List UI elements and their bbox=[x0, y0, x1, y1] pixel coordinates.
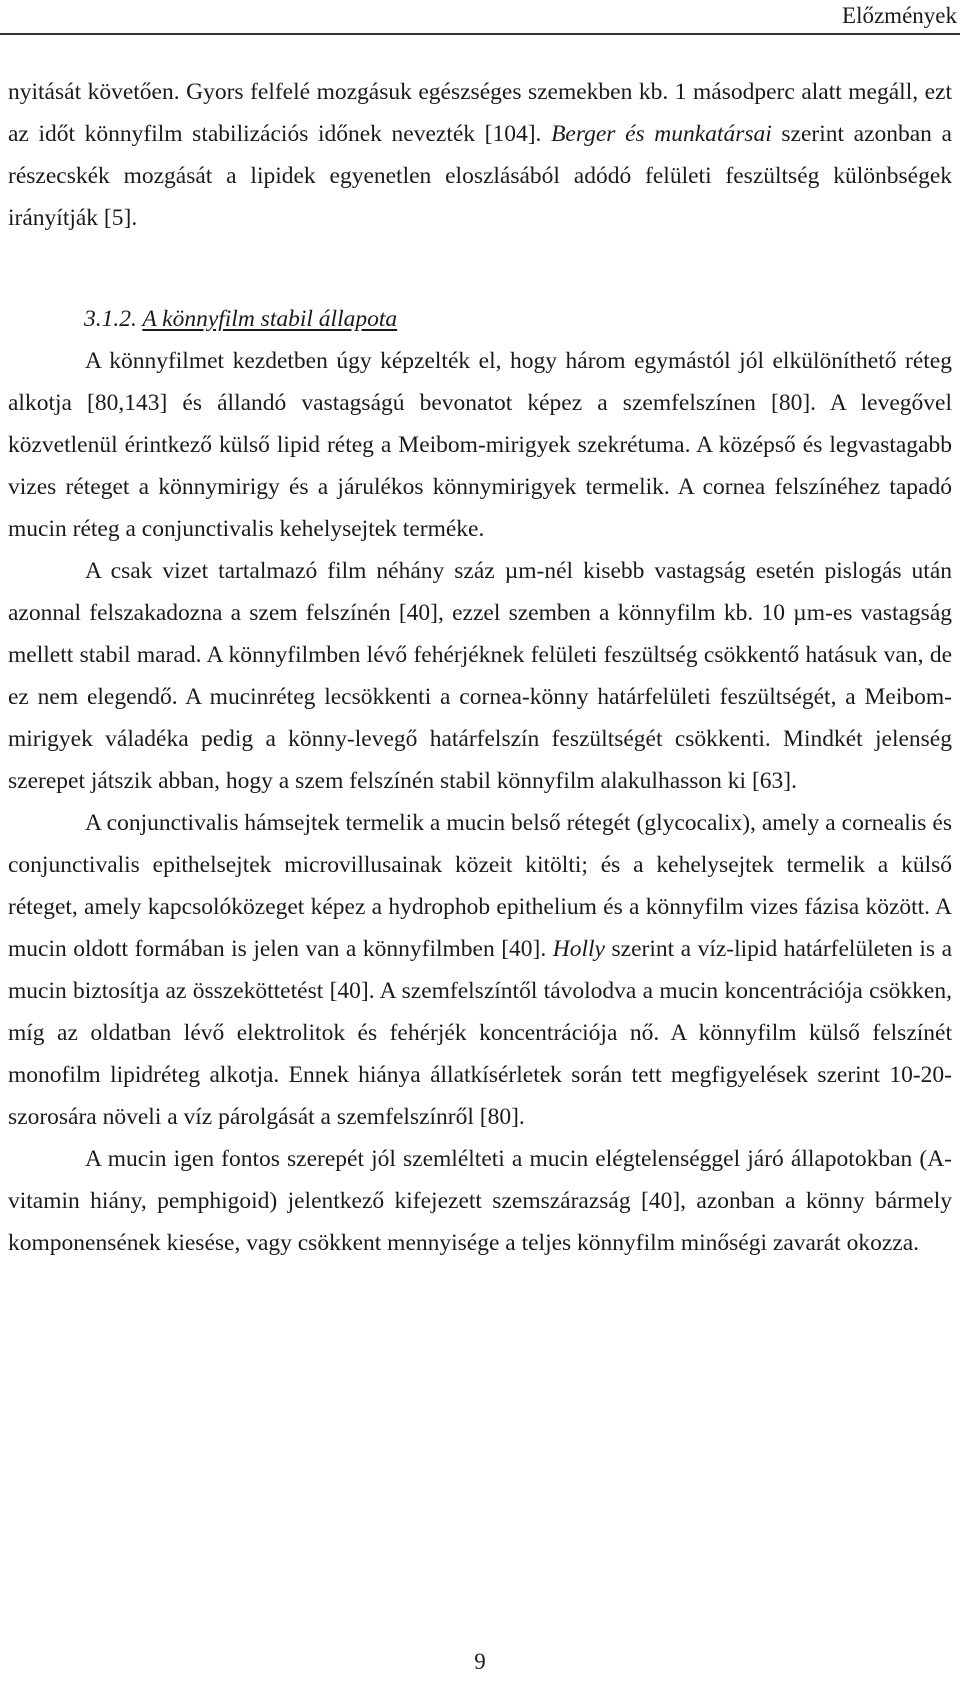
paragraph-3 bbox=[8, 802, 952, 1138]
header-divider bbox=[0, 33, 960, 35]
paragraph-3-text-a: A conjunctivalis hámsejtek termelik a mucin belső rétegét (glycocalix), amely a cornealis és conjunctivalis epithelsejtek microvillusainak közeit kitölti; és a kehelysejtek termelik a külső réteget, amely kapcsolóközeget képez a hydrophob epithelium és a könnyfilm vizes fázisa között. A mucin oldott formában is jelen van a könnyfilmben [40]. bbox=[8, 810, 952, 962]
document-body bbox=[8, 71, 952, 1264]
paragraph-3-italic-author: Holly bbox=[552, 936, 605, 962]
continuation-text-2: szerint azonban a részecskék mozgását a lipidek egyenetlen eloszlásából adódó felületi feszültség különbségek irányítják [5]. bbox=[8, 121, 952, 231]
continuation-text-1: nyitását követően. Gyors felfelé mozgásuk egészséges szemekben kb. 1 másodperc alatt megáll, ezt az időt könnyfilm stabilizációs időnek nevezték [104]. bbox=[8, 79, 952, 147]
continuation-paragraph bbox=[8, 71, 952, 239]
continuation-italic-authors: Berger és munkatársai bbox=[551, 121, 772, 147]
paragraph-2: A csak vizet tartalmazó film néhány száz µm-nél kisebb vastagság esetén pislogás után azonnal felszakadozna a szem felszínén [40], ezzel szemben a könnyfilm kb. 10 µm-es vastagság mellett stabil marad. A könnyfilmben lévő fehérjéknek felületi feszültség csökkentő hatásuk van, de ez nem elegendő. A mucinréteg lecsökkenti a cornea-könny határfelületi feszültségét, a Meibom-mirigyek váladéka pedig a könny-levegő határfelszín feszültségét csökkenti. Mindkét jelenség szerepet játszik abban, hogy a szem felszínén stabil könnyfilm alakulhasson ki [63]. bbox=[8, 558, 952, 794]
section-number: 3.1.2. bbox=[84, 306, 143, 332]
page-header bbox=[0, 0, 960, 40]
paragraph-3-text-b: szerint a víz-lipid határfelületen is a mucin biztosítja az összeköttetést [40]. A szemfelszíntől távolodva a mucin koncentrációja csökken, míg az oldatban lévő elektrolitok és fehérjék koncentrációja nő. A könnyfilm külső felszínét monofilm lipidréteg alkotja. Ennek hiánya állatkísérletek során tett megfigyelések szerint 10-20-szorosára növeli a víz párolgását a szemfelszínről [80]. bbox=[8, 936, 952, 1130]
section-title: A könnyfilm stabil állapota bbox=[142, 306, 398, 332]
paragraph-4: A mucin igen fontos szerepét jól szemlélteti a mucin elégtelenséggel járó állapotokban (A-vitamin hiány, pemphigoid) jelentkező kifejezett szemszárazság [40], azonban a könny bármely komponensének kiesése, vagy csökkent mennyisége a teljes könnyfilm minőségi zavarát okozza. bbox=[8, 1146, 952, 1256]
section-heading bbox=[8, 298, 952, 340]
page-number: 9 bbox=[474, 1649, 486, 1674]
paragraph-1: A könnyfilmet kezdetben úgy képzelték el, hogy három egymástól jól elkülöníthető réteg alkotja [80,143] és állandó vastagságú bevonatot képez a szemfelszínen [80]. A levegővel közvetlenül érintkező külső lipid réteg a Meibom-mirigyek szekrétuma. A középső és legvastagabb vizes réteget a könnymirigy és a járulékos könnymirigyek termelik. A cornea felszínéhez tapadó mucin réteg a conjunctivalis kehelysejtek terméke. bbox=[8, 348, 952, 542]
running-header-title: Előzmények bbox=[842, 3, 957, 28]
